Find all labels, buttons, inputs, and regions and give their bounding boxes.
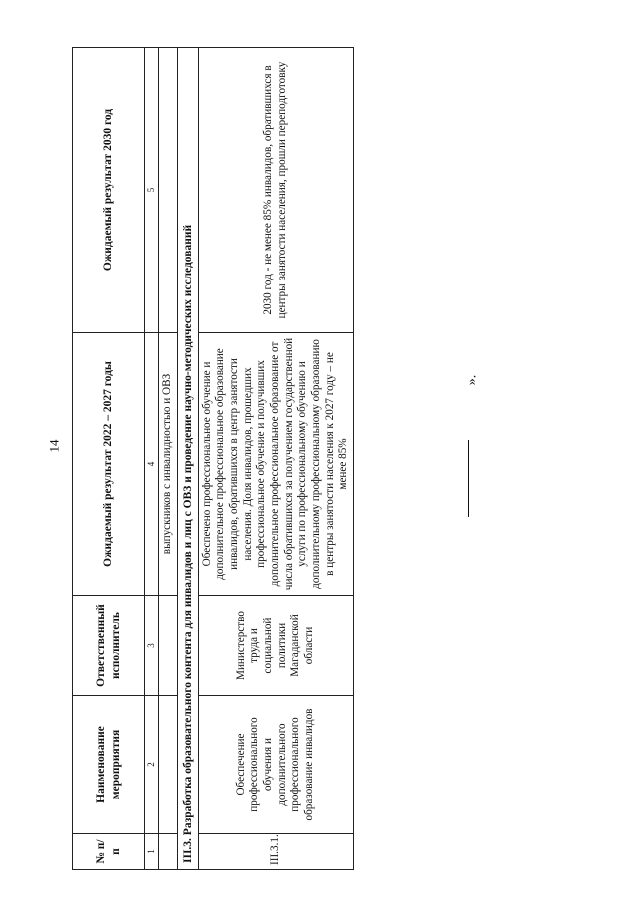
column-number: 2 [145, 696, 159, 834]
table-row [198, 48, 353, 870]
page-number: 14 [46, 439, 62, 453]
column-number-row [145, 48, 159, 870]
column-number: 5 [145, 48, 159, 333]
executor: Министерство труда и социальной политики Магаданской области [198, 596, 353, 696]
table-cell [158, 834, 177, 870]
table-cell [158, 48, 177, 333]
header-number: № п/п [73, 834, 145, 870]
measures-table [72, 47, 354, 870]
column-number: 1 [145, 834, 159, 870]
section-row [177, 48, 198, 870]
header-executor: Ответственный исполнитель [73, 596, 145, 696]
section-title: III.3. Разработка образовательного контента для инвалидов и лиц с ОВЗ и проведение научно-методических исследований [177, 48, 198, 870]
result-2030: 2030 год - не менее 85% инвалидов, обратившихся в центры занятости населения, прошли переподготовку [198, 48, 353, 333]
result-2027: Обеспечено профессиональное обучение и дополнительное профессиональное образование инвалидов, обратившихся в центр занятости населения. Доля инвалидов, прошедших профессиональное обучение и получивших дополнительное профессиональное образование от числа обратившихся за получением государственной услуги по профессиональному обучению и дополнительному профессиональному образованию в центры занятости населения к 2027 году – не менее 85% [198, 333, 353, 596]
closing-quote: ». [464, 374, 480, 386]
header-result-2027: Ожидаемый результат 2022 – 2027 годы [73, 333, 145, 596]
column-number: 3 [145, 596, 159, 696]
measure-name: Обеспечение профессионального обучения и дополнительного профессионального образование инвалидов [198, 696, 353, 834]
continuation-row [158, 48, 177, 870]
header-row [73, 48, 145, 870]
table-cell: выпускников с инвалидностью и ОВЗ [158, 333, 177, 596]
header-measure-name: Наименование мероприятия [73, 696, 145, 834]
signature-line [468, 440, 469, 517]
table-cell [158, 696, 177, 834]
row-number: III.3.1. [198, 834, 353, 870]
table-cell [158, 596, 177, 696]
header-result-2030: Ожидаемый результат 2030 год [73, 48, 145, 333]
table-container [72, 48, 417, 870]
column-number: 4 [145, 333, 159, 596]
